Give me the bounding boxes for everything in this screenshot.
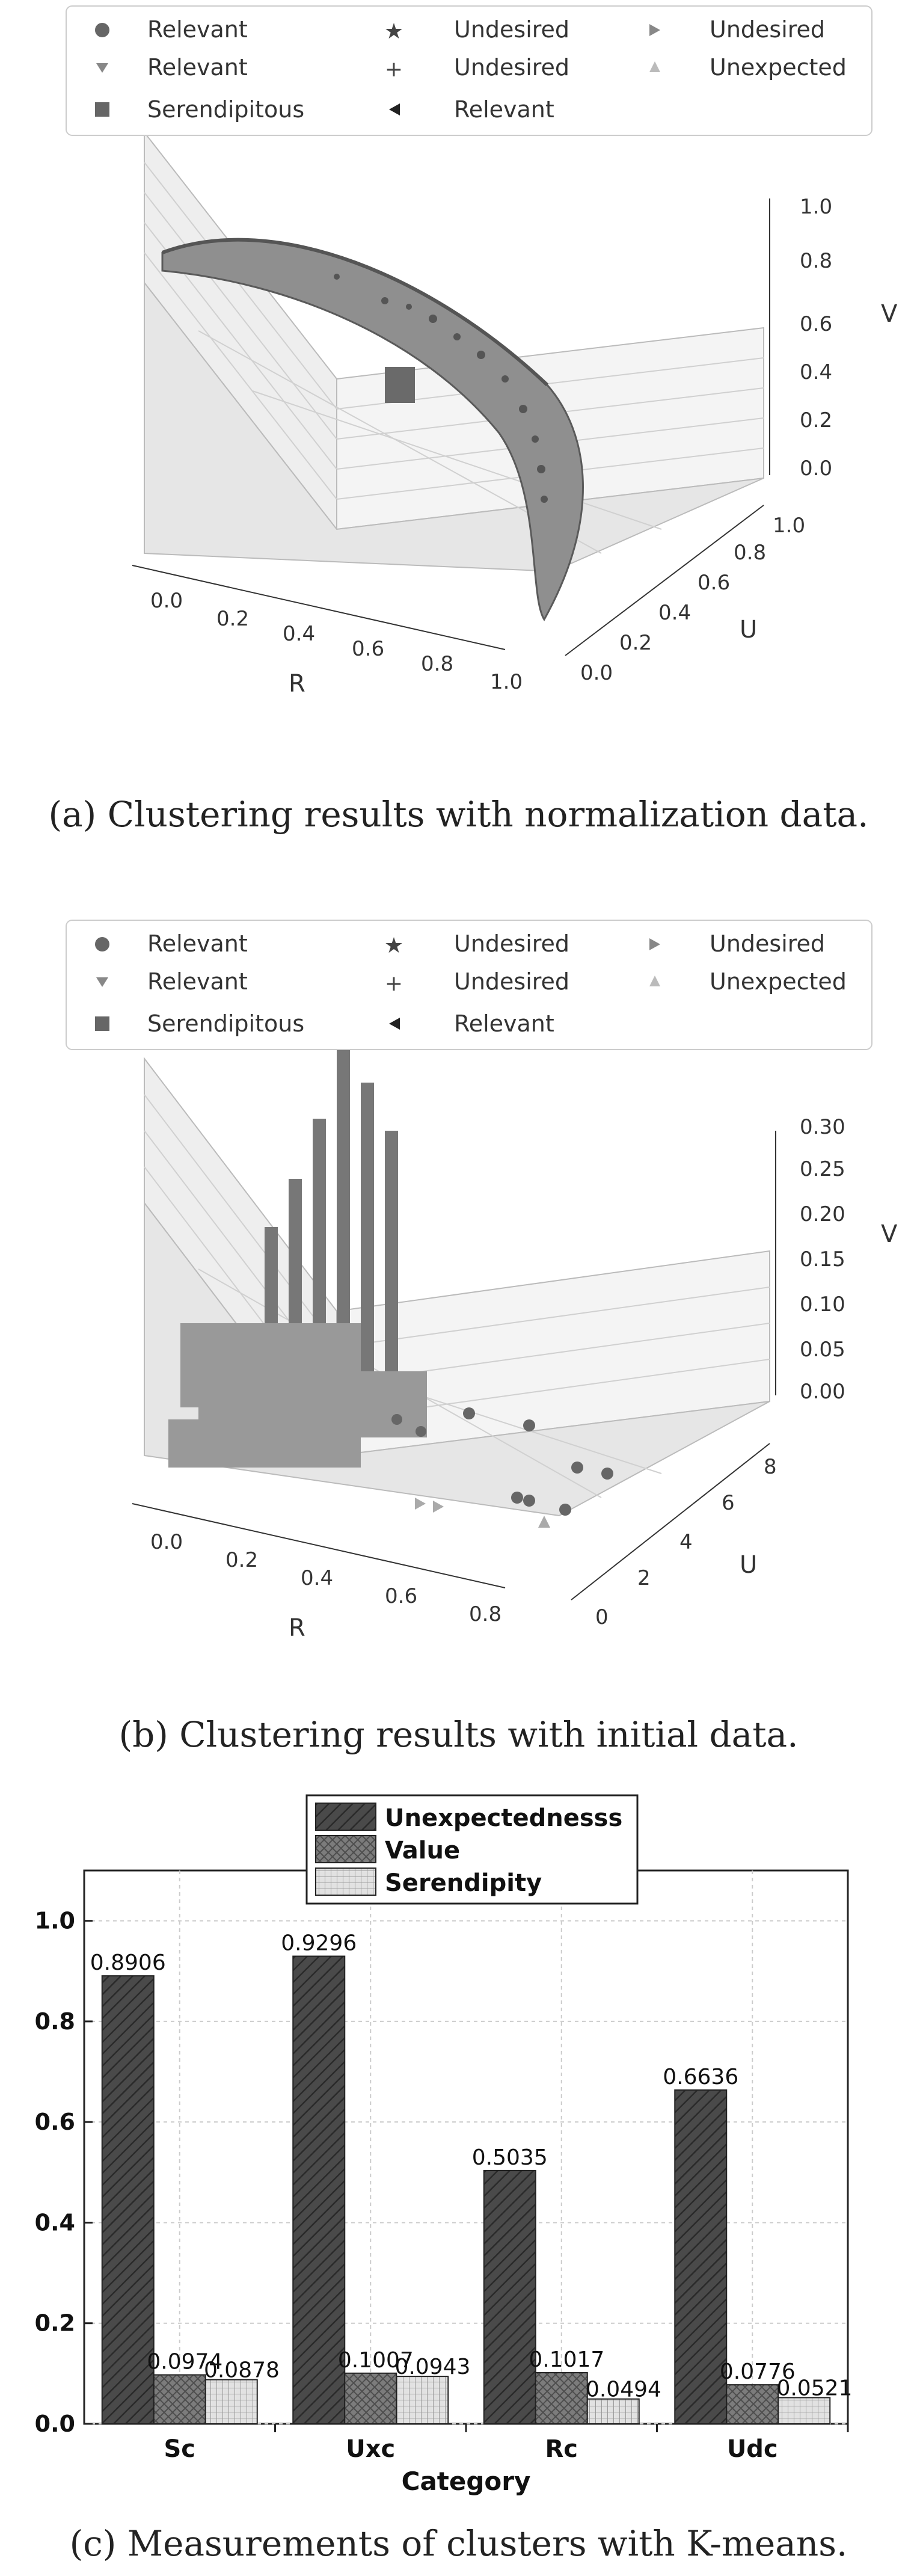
legend-plus-icon: + — [384, 971, 403, 996]
y-tick-label: 0.0 — [34, 2411, 75, 2437]
panel-a-v-tick-1: 0.2 — [800, 408, 833, 432]
bar-unexpectednesss-sc — [102, 1976, 154, 2424]
y-tick-label: 0.8 — [34, 2008, 75, 2035]
panel-c-bar-chart — [35, 1795, 853, 2496]
bars — [90, 1931, 853, 2424]
legend-label: Relevant — [147, 930, 248, 957]
data-label: 0.9296 — [281, 1931, 357, 1956]
data-label: 0.6636 — [663, 2064, 739, 2089]
legend-label: Undesired — [454, 54, 570, 81]
x-tick-label: Udc — [726, 2435, 778, 2463]
panel-a-u-tick-3: 0.6 — [698, 571, 731, 595]
gridlines — [84, 1871, 848, 2424]
panel-b-v-tick-5: 0.25 — [800, 1157, 845, 1181]
panel-a-r-tick-1: 0.2 — [216, 607, 250, 631]
legend-swatch-serendipity — [316, 1868, 376, 1895]
panel-a-v-tick-5: 1.0 — [800, 195, 833, 219]
panel-b-u-tick-2: 4 — [679, 1530, 693, 1554]
legend-circle-icon — [95, 23, 109, 37]
panel-a-u-tick-2: 0.4 — [658, 601, 692, 625]
legend-label: Unexpected — [710, 968, 847, 995]
x-tick-label: Uxc — [346, 2435, 396, 2463]
bar-serendipity-uxc — [396, 2376, 448, 2424]
panel-b-r-tick-3: 0.6 — [385, 1584, 418, 1608]
panel-b-v-tick-1: 0.05 — [800, 1338, 845, 1362]
legend-label-unexpectedness: Unexpectednesss — [385, 1804, 623, 1832]
legend-swatch-value — [316, 1836, 376, 1863]
panel-b-legend — [66, 920, 872, 1050]
y-tick-label: 0.6 — [34, 2109, 75, 2136]
panel-a-u-label: U — [740, 616, 758, 644]
panel-b-v-tick-6: 0.30 — [800, 1115, 845, 1139]
panel-b-v-tick-0: 0.00 — [800, 1380, 845, 1404]
panel-a-v-label: V — [881, 300, 898, 328]
legend-label: Undesired — [710, 16, 826, 43]
panel-b-r-tick-1: 0.2 — [225, 1548, 259, 1572]
panel-b-v-tick-4: 0.20 — [800, 1202, 845, 1226]
panel-a-3d-plot — [132, 132, 898, 698]
data-label: 0.1007 — [337, 2347, 414, 2373]
bar-value-udc — [726, 2385, 778, 2424]
data-label: 0.0776 — [719, 2359, 796, 2385]
panel-a-r-tick-4: 0.8 — [421, 652, 454, 676]
legend-label: Serendipitous — [147, 96, 305, 123]
panel-b-r-tick-4: 0.8 — [469, 1602, 502, 1626]
y-tick-label: 1.0 — [34, 1907, 75, 1934]
legend-label: Serendipitous — [147, 1010, 305, 1037]
panel-b-u-tick-1: 2 — [637, 1566, 651, 1590]
legend-label: Undesired — [710, 930, 826, 957]
legend-label: Unexpected — [710, 54, 847, 81]
legend-star-icon: ★ — [384, 19, 404, 44]
panel-b-u-label: U — [740, 1551, 758, 1579]
bar-serendipity-sc — [206, 2380, 257, 2424]
legend-label-value: Value — [385, 1837, 461, 1864]
bar-serendipity-rc — [587, 2399, 639, 2424]
panel-b-u-tick-4: 8 — [764, 1455, 777, 1479]
panel-c-legend — [307, 1795, 637, 1904]
x-tick-label: Sc — [164, 2435, 196, 2463]
bar-unexpectednesss-udc — [675, 2090, 726, 2424]
legend-label: Undesired — [454, 968, 570, 995]
legend-square-icon — [95, 1016, 109, 1031]
caption-a: (a) Clustering results with normalization data. — [48, 794, 869, 835]
legend-label: Relevant — [147, 16, 248, 43]
bar-value-uxc — [345, 2373, 396, 2424]
legend-label-serendipity: Serendipity — [385, 1869, 542, 1897]
bar-unexpectednesss-rc — [484, 2171, 536, 2424]
panel-b-r-tick-0: 0.0 — [150, 1530, 183, 1554]
legend-label: Relevant — [454, 96, 554, 123]
legend-label: Undesired — [454, 930, 570, 957]
panel-a-u-tick-0: 0.0 — [580, 661, 613, 685]
legend-label: Relevant — [147, 968, 248, 995]
panel-a-v-tick-2: 0.4 — [800, 360, 833, 384]
panel-b-3d-plot — [132, 1047, 898, 1642]
panel-a-u-tick-1: 0.2 — [619, 631, 652, 655]
y-tick-label: 0.2 — [34, 2310, 75, 2337]
legend-label: Undesired — [454, 16, 570, 43]
panel-a-r-tick-5: 1.0 — [490, 670, 523, 694]
panel-a-r-tick-3: 0.6 — [352, 637, 385, 661]
x-axis-label: Category — [401, 2467, 531, 2496]
caption-c: (c) Measurements of clusters with K-means. — [69, 2523, 848, 2564]
data-label: 0.0943 — [394, 2355, 471, 2380]
legend-swatch-unexpectedness — [316, 1803, 376, 1830]
panel-a-r-axis — [132, 565, 505, 650]
panel-a-v-tick-4: 0.8 — [800, 249, 833, 273]
panel-b-u-tick-3: 6 — [722, 1491, 735, 1515]
legend-label: Relevant — [454, 1010, 554, 1037]
legend-star-icon: ★ — [384, 933, 404, 958]
bar-value-sc — [154, 2375, 206, 2424]
panel-a-r-label: R — [289, 670, 305, 698]
panel-a-v-tick-3: 0.6 — [800, 312, 833, 336]
legend-square-icon — [95, 102, 109, 117]
plot-frame — [84, 1871, 848, 2424]
panel-b-r-label: R — [289, 1614, 305, 1642]
x-tick-label: Rc — [545, 2435, 578, 2463]
panel-a-v-tick-0: 0.0 — [800, 456, 833, 481]
bar-value-rc — [536, 2373, 587, 2424]
x-ticks — [164, 2424, 848, 2463]
panel-a-u-tick-5: 1.0 — [773, 514, 806, 538]
panel-b-v-tick-3: 0.15 — [800, 1247, 845, 1271]
data-label: 0.0521 — [776, 2376, 853, 2401]
y-tick-label: 0.4 — [34, 2209, 75, 2236]
panel-a-r-tick-2: 0.4 — [283, 622, 316, 646]
legend-label: Relevant — [147, 54, 248, 81]
bar-unexpectednesss-uxc — [293, 1957, 345, 2424]
panel-b-v-label: V — [881, 1220, 898, 1248]
bar-serendipity-udc — [778, 2397, 830, 2424]
panel-b-r-tick-2: 0.4 — [301, 1566, 334, 1590]
panel-a-serendipitous-cluster — [385, 367, 415, 403]
panel-a-u-tick-4: 0.8 — [734, 541, 767, 565]
legend-circle-icon — [95, 937, 109, 951]
legend-plus-icon: + — [384, 57, 403, 82]
data-label: 0.1017 — [529, 2347, 605, 2372]
data-label: 0.5035 — [471, 2145, 548, 2170]
panel-b-v-tick-2: 0.10 — [800, 1293, 845, 1317]
panel-a-r-tick-0: 0.0 — [150, 589, 183, 613]
data-label: 0.0974 — [147, 2349, 223, 2375]
data-label: 0.8906 — [90, 1950, 166, 1976]
caption-b: (b) Clustering results with initial data. — [118, 1714, 799, 1755]
data-label: 0.0878 — [203, 2358, 280, 2383]
panel-a-legend — [66, 6, 872, 135]
panel-b-u-tick-0: 0 — [595, 1605, 609, 1629]
data-label: 0.0494 — [585, 2377, 661, 2402]
